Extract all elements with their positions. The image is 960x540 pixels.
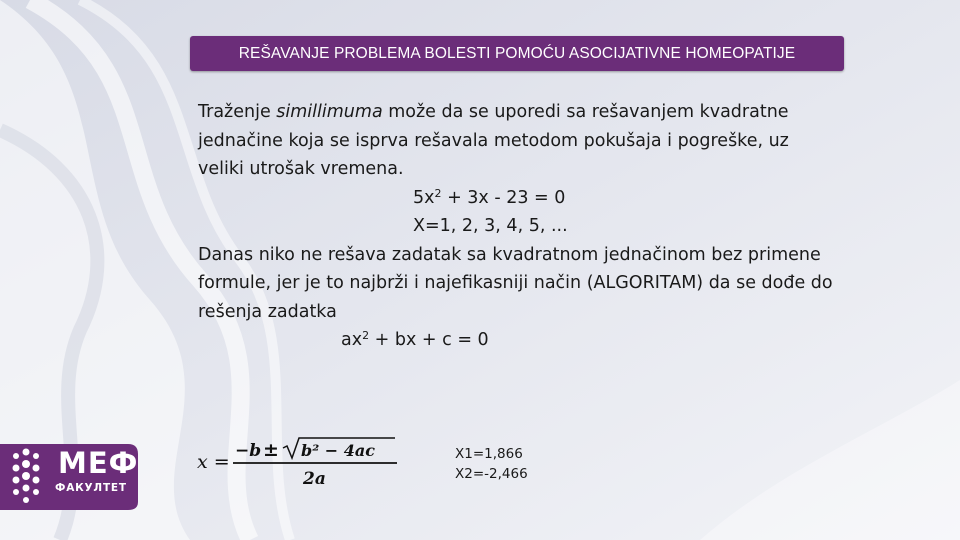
equation2-pre: ax bbox=[341, 330, 363, 350]
intro-text-end: može da se uporedi sa rešavanjem kvadratne jednačine koja se isprva rešavala metodom pokušaja i pogreške, uz veliki utrošak vremena. bbox=[198, 102, 789, 179]
formula-plus-minus: ± bbox=[263, 439, 279, 461]
equation2-exponent: 2 bbox=[362, 329, 370, 342]
logo-main-text: МЕФ bbox=[58, 446, 139, 480]
example-equation bbox=[198, 184, 838, 213]
intro-paragraph bbox=[198, 98, 838, 184]
general-equation bbox=[198, 326, 838, 355]
formula-denominator: 2a bbox=[303, 469, 326, 489]
logo-sub-text: ФАКУЛТЕТ bbox=[55, 482, 127, 494]
slide-title-bar bbox=[190, 36, 844, 71]
quadratic-formula bbox=[195, 434, 405, 490]
equation1-exponent: 2 bbox=[434, 186, 442, 200]
equation1-post: + 3x - 23 = 0 bbox=[441, 187, 566, 208]
equation2-post: + bx + c = 0 bbox=[369, 330, 489, 350]
intro-text-start: Traženje bbox=[198, 102, 277, 122]
second-paragraph: Danas niko ne rešava zadatak sa kvadratnom jednačinom bez primene formule, jer je to najbrži i najefikasniji način (ALGORITAM) da se dođe do rešenja zadatka bbox=[198, 244, 833, 322]
result-x1: X1=1,866 bbox=[455, 446, 523, 462]
slide-title: REŠAVANJE PROBLEMA BOLESTI POMOĆU ASOCIJATIVNE HOMEOPATIJE bbox=[238, 44, 796, 62]
result-x2: X2=-2,466 bbox=[455, 466, 528, 482]
slide-body bbox=[198, 98, 838, 355]
formula-minus-b: −b bbox=[235, 441, 262, 461]
formula-lhs: x = bbox=[197, 451, 230, 473]
trial-values: X=1, 2, 3, 4, 5, ... bbox=[413, 216, 568, 236]
intro-italic-term: simillimuma bbox=[276, 102, 383, 122]
formula-radicand: b² − 4ac bbox=[301, 441, 375, 460]
results-block bbox=[455, 444, 528, 484]
equation1-pre: 5x bbox=[413, 187, 435, 208]
